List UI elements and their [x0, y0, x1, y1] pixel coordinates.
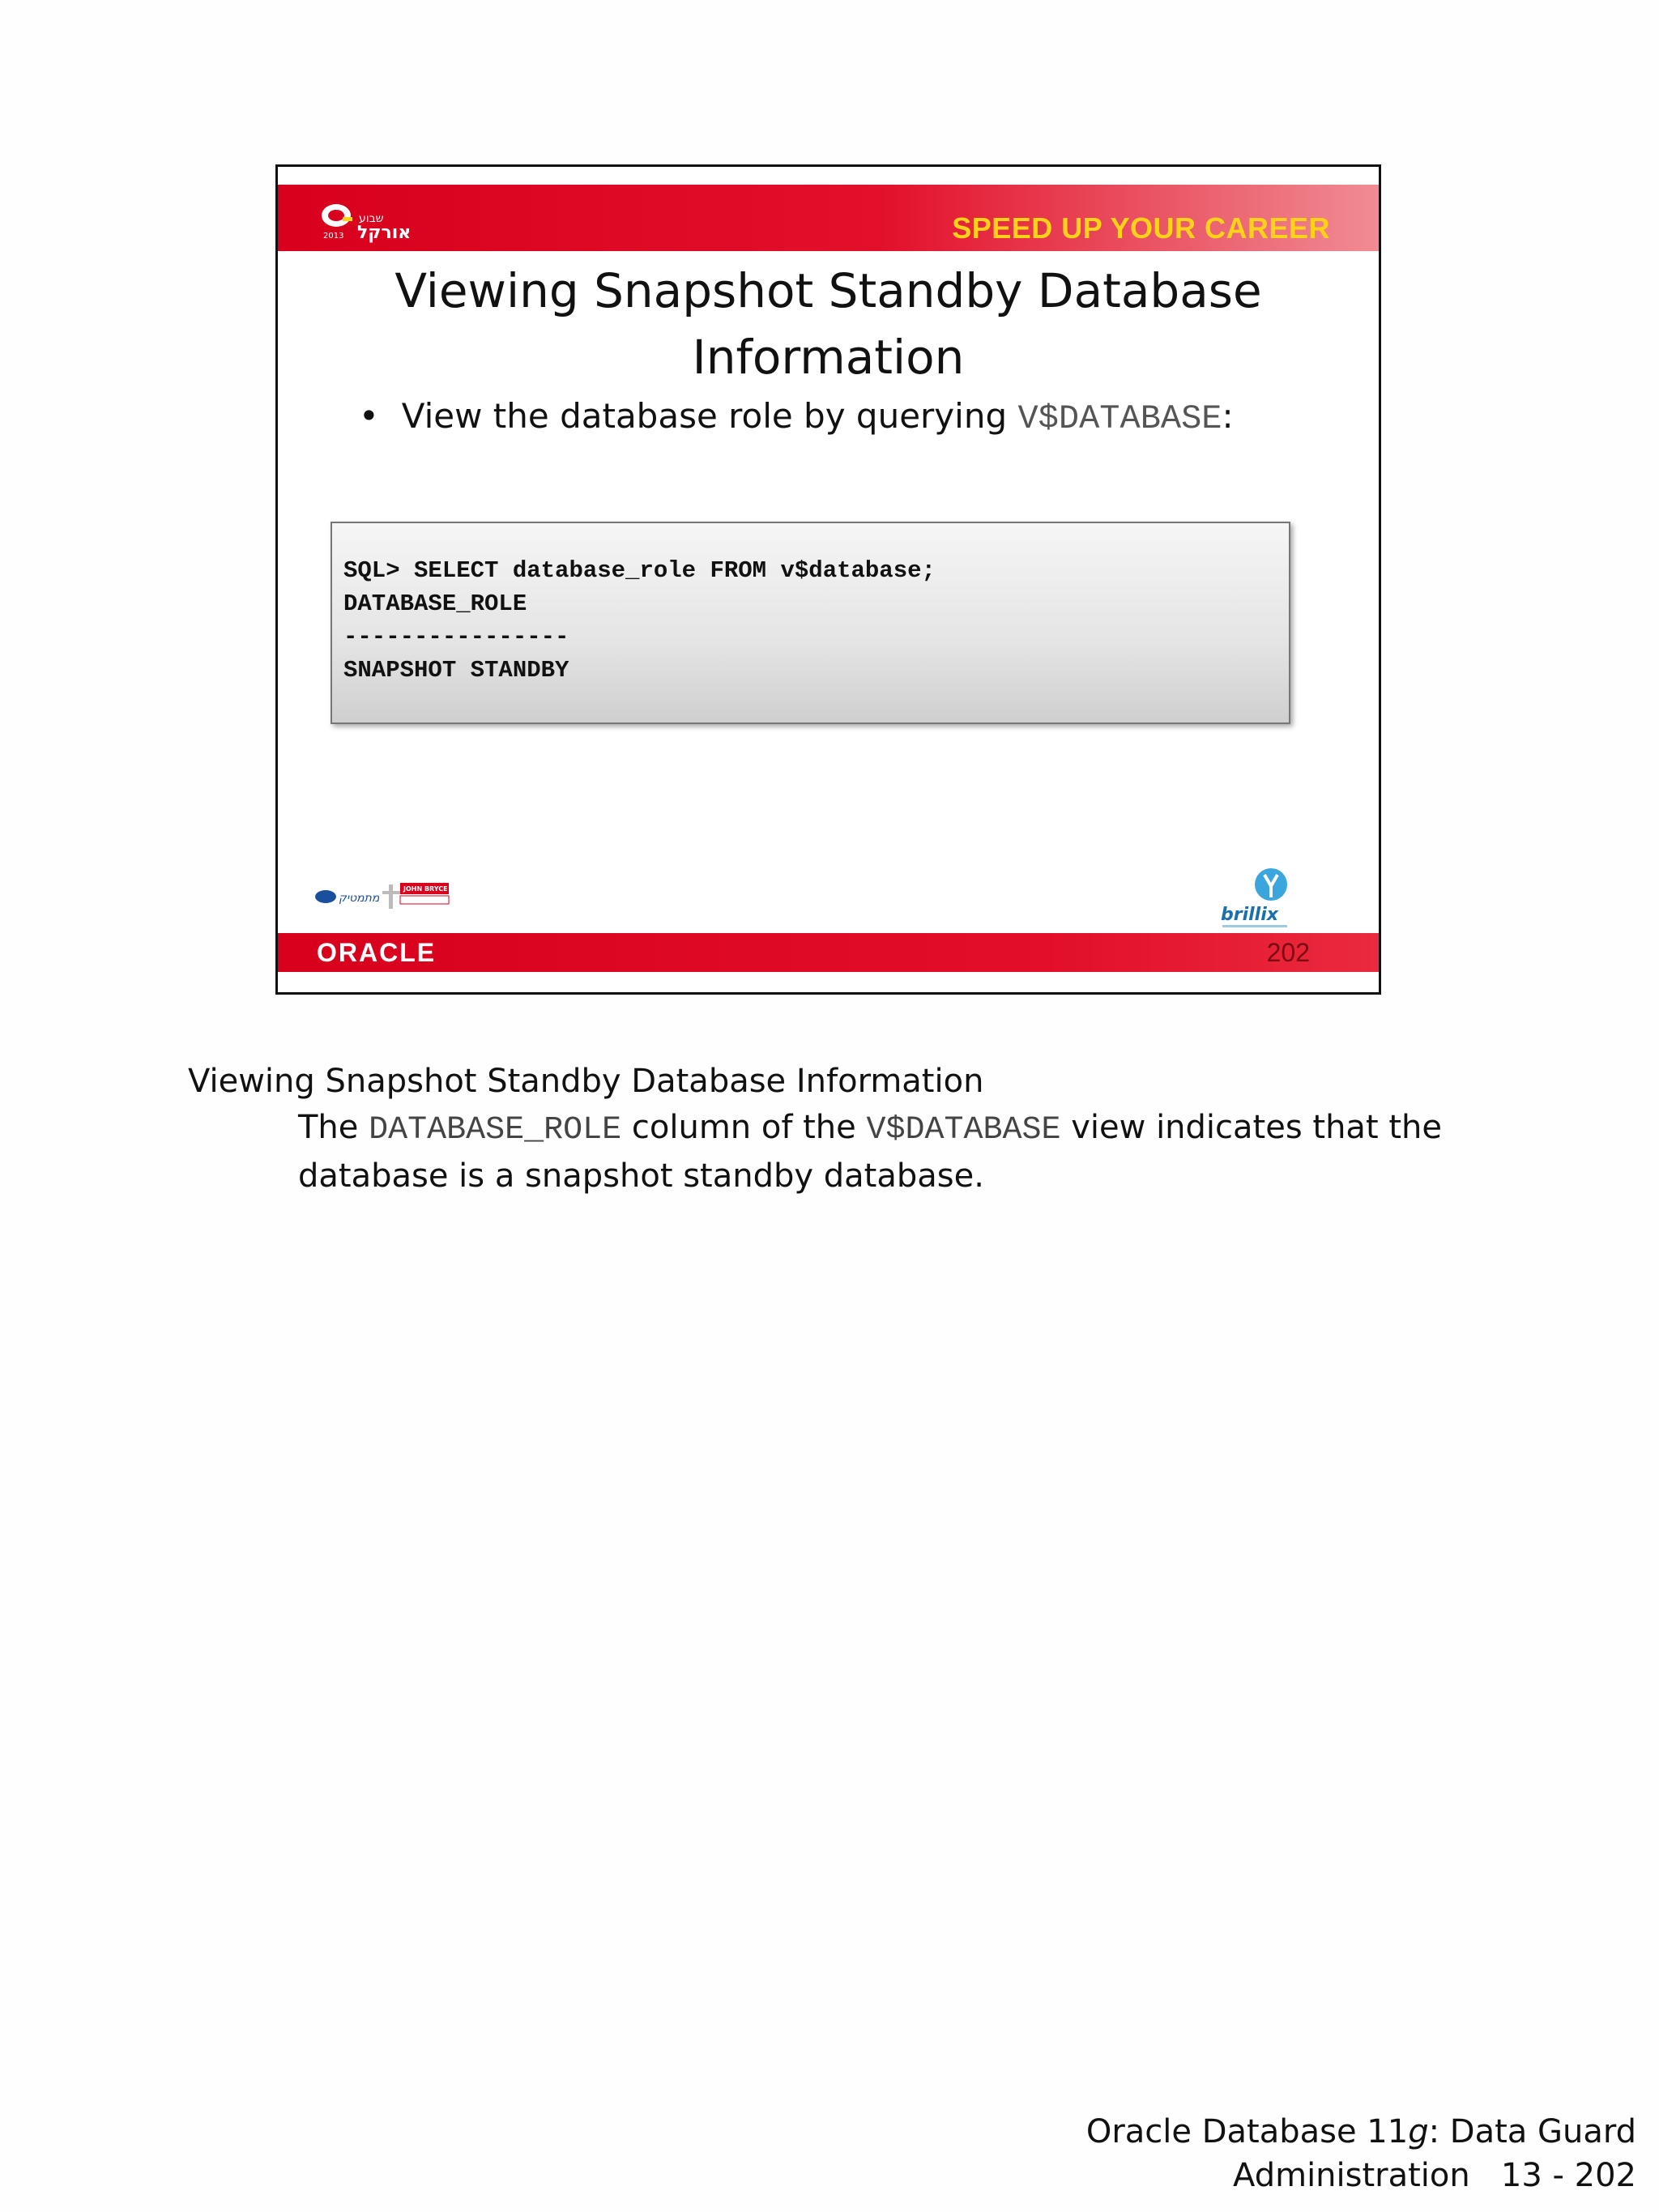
notes-heading: Viewing Snapshot Standby Database Information [188, 1063, 984, 1100]
page-footer [1086, 2110, 1636, 2197]
partner-logos [314, 880, 452, 914]
notes-code-vdatabase: V$DATABASE [866, 1112, 1061, 1149]
slide-title-line-1: Viewing Snapshot Standby Database [394, 263, 1262, 318]
bullet-code: V$DATABASE [1017, 399, 1222, 438]
svg-text:2013: 2013 [323, 232, 344, 241]
bullet-item [359, 396, 1234, 438]
notes-text-3: view indicates that the database is a snapshot standby database. [298, 1109, 1442, 1195]
notes-paragraph [298, 1105, 1481, 1199]
footer-version-g: g [1408, 2113, 1429, 2150]
bullet-end: : [1222, 396, 1234, 436]
slide-number: 202 [1266, 938, 1310, 967]
brillix-logo [1213, 865, 1302, 934]
bullet-text: View the database role by querying [401, 396, 1018, 436]
bullet-dot-icon: • [359, 396, 379, 436]
notes-text-2: column of the [621, 1109, 867, 1146]
event-logo [318, 201, 440, 243]
oracle-logo: ORACLE [317, 938, 437, 967]
svg-text:שבוע: שבוע [359, 212, 384, 225]
svg-text:מתמטיק: מתמטיק [339, 892, 380, 905]
svg-text:brillix: brillix [1221, 905, 1278, 925]
code-text: SQL> SELECT database_role FROM v$database; DATABASE_ROLE ---------------- SNAPSHOT STANDBY [343, 557, 936, 684]
svg-text:JOHN BRYCE: JOHN BRYCE [403, 885, 448, 893]
footer-product: Oracle Database 11 [1085, 2113, 1409, 2150]
slide-title-line-2: Information [692, 330, 965, 385]
tagline: SPEED UP YOUR CAREER [952, 211, 1330, 245]
code-box [331, 522, 1290, 724]
footer-line-2: Administration 13 - 202 [1233, 2157, 1636, 2194]
bottom-banner [278, 933, 1379, 972]
top-banner [278, 185, 1379, 251]
slide-title [278, 258, 1379, 390]
slide-image [275, 164, 1381, 995]
footer-line-1 [1086, 2110, 1636, 2154]
svg-text:אורקל: אורקל [357, 223, 412, 243]
notes-code-database-role: DATABASE_ROLE [369, 1112, 622, 1149]
notes-text-1: The [298, 1109, 369, 1146]
footer-course: : Data Guard [1428, 2113, 1636, 2150]
